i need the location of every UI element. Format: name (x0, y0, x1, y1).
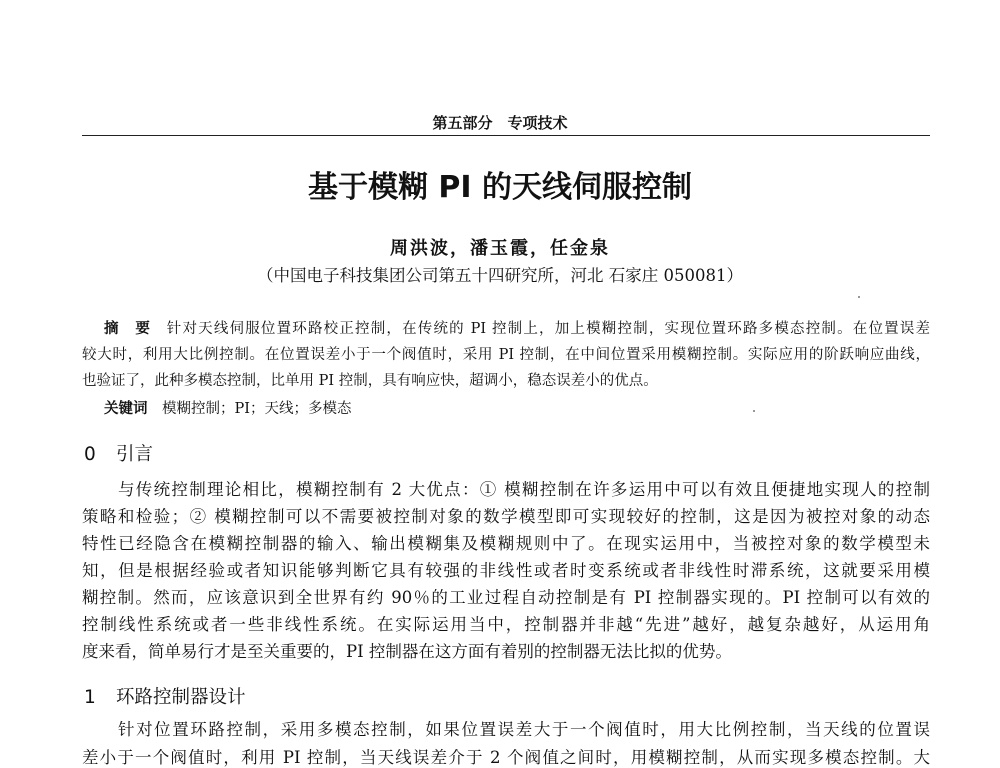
body-line: 差小于一个阀值时，利用 PI 控制，当天线误差介于 2 个阀值之间时，用模糊控制，从而实现多模态控制。大 (82, 748, 930, 767)
section-heading (84, 683, 246, 709)
body-line: 策略和检验；② 模糊控制可以不需要被控制对象的数学模型即可实现较好的控制，这是因为被控对象的动态 (82, 507, 930, 526)
section-title: 环路控制器设计 (116, 687, 246, 708)
body-line: 糊控制。然而，应该意识到全世界有约 90％的工业过程自动控制是有 PI 控制器实现的。PI 控制可以有效的 (82, 588, 930, 607)
abstract-line: 较大时，利用大比例控制。在位置误差小于一个阀值时，采用 PI 控制，在中间位置采用模糊控制。实际应用的阶跃响应曲线， (82, 347, 930, 363)
affiliation: （中国电子科技集团公司第五十四研究所，河北 石家庄 050081） (257, 266, 743, 285)
running-header: 第五部分 专项技术 (432, 114, 568, 132)
scan-speck (753, 410, 755, 412)
abstract-label: 摘 要 (104, 321, 152, 337)
section-title: 引言 (116, 444, 154, 465)
body-line: 针对位置环路控制，采用多模态控制，如果位置误差大于一个阀值时，用大比例控制，当天线的位置误 (118, 720, 930, 739)
body-line: 特性已经隐含在模糊控制器的输入、输出模糊集及模糊规则中了。在现实运用中，当被控对象的数学模型未 (82, 534, 930, 553)
section-number: 1 (84, 687, 96, 708)
abstract-line: 也验证了，此种多模态控制，比单用 PI 控制，具有响应快，超调小，稳态误差小的优点。 (82, 373, 658, 389)
body-line: 度来看，简单易行才是至关重要的，PI 控制器在这方面有着别的控制器无法比拟的优势。 (82, 642, 732, 661)
abstract-text: 针对天线伺服位置环路校正控制，在传统的 PI 控制上，加上模糊控制，实现位置环路多模态控制。在位置误差 (166, 321, 931, 337)
scan-speck (858, 296, 860, 298)
keywords-label: 关键词 (104, 401, 148, 417)
header-rule (82, 135, 930, 136)
section-number: 0 (84, 444, 96, 465)
body-line: 与传统控制理论相比，模糊控制有 2 大优点：① 模糊控制在许多运用中可以有效且便捷地实现人的控制 (118, 480, 930, 499)
keywords-text: 模糊控制；PI；天线；多模态 (162, 401, 352, 417)
authors: 周洪波，潘玉霞，任金泉 (390, 238, 610, 259)
body-line: 知，但是根据经验或者知识能够判断它具有较强的非线性或者时变系统或者非线性时滞系统，这就要采用模 (82, 561, 930, 580)
abstract-line (104, 319, 930, 339)
paper-title: 基于模糊 PI 的天线伺服控制 (307, 170, 693, 205)
section-heading (84, 440, 153, 466)
keywords (104, 399, 952, 419)
body-line: 控制线性系统或者一些非线性系统。在实际运用当中，控制器并非越“先进”越好，越复杂越好，从运用角 (82, 615, 930, 634)
